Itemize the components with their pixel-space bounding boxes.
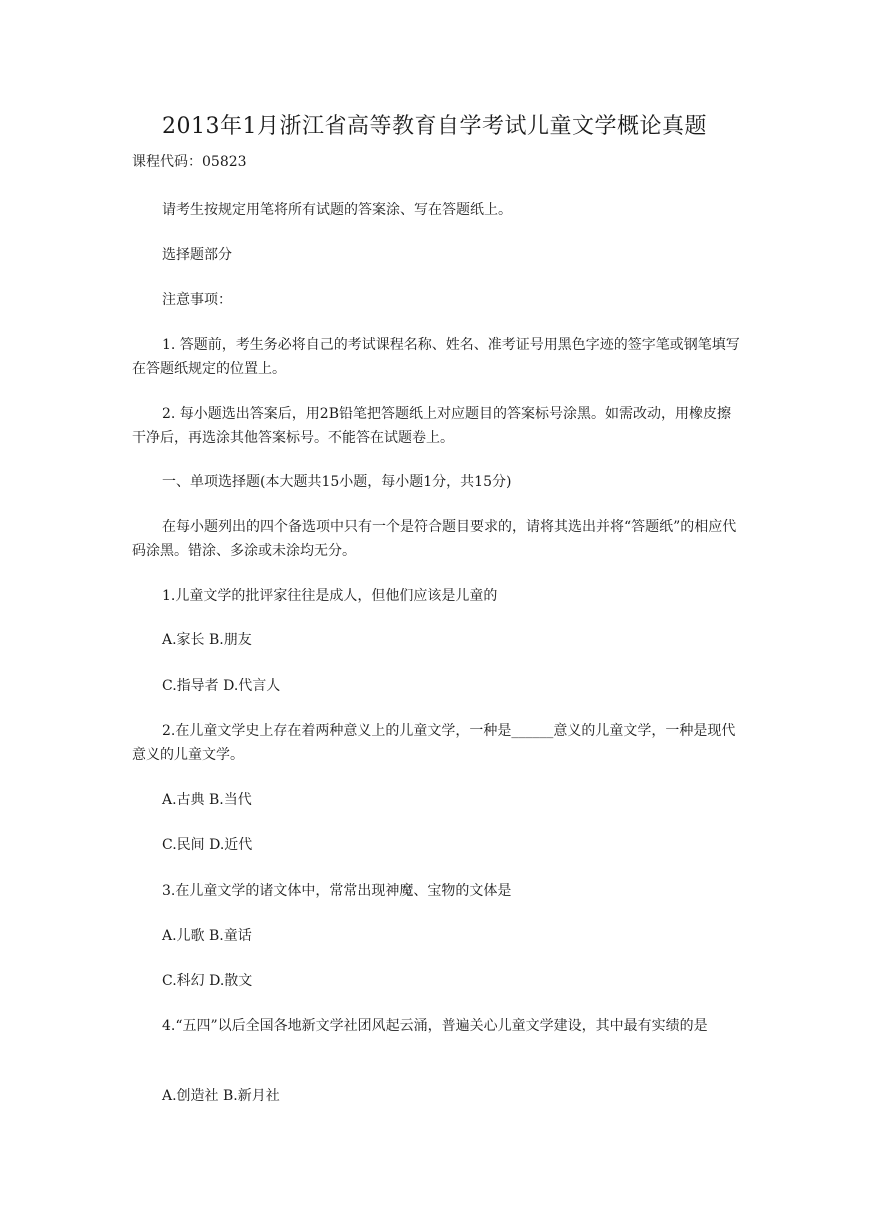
exam-instruction: 请考生按规定用笔将所有试题的答案涂、写在答题纸上。: [162, 202, 512, 218]
question-options: C.科幻 D.散文: [162, 973, 253, 989]
question-options: A.家长 B.朋友: [162, 632, 252, 648]
question-stem: 3.在儿童文学的诸文体中，常常出现神魔、宝物的文体是: [162, 883, 512, 899]
document-title: 2013年1月浙江省高等教育自学考试儿童文学概论真题: [162, 114, 707, 139]
question-options: C.民间 D.近代: [162, 837, 253, 853]
question-options: A.古典 B.当代: [162, 792, 252, 808]
question-stem: 4.“五四”以后全国各地新文学社团风起云涌，普遍关心儿童文学建设，其中最有实绩的是: [162, 1018, 708, 1034]
question-options: A.儿歌 B.童话: [162, 928, 252, 944]
notice-item-1: 1. 答题前，考生务必将自己的考试课程名称、姓名、准考证号用黑色字迹的签字笔或钢笔填写在答题纸规定的位置上。: [132, 337, 740, 377]
question-stem: 1.儿童文学的批评家往往是成人，但他们应该是儿童的: [162, 588, 498, 604]
question-options: A.创造社 B.新月社: [162, 1088, 280, 1104]
course-code: 课程代码：05823: [132, 154, 247, 170]
question-options: C.指导者 D.代言人: [162, 678, 281, 694]
notice-label: 注意事项：: [162, 292, 232, 308]
notice-item-2: 2. 每小题选出答案后，用2B铅笔把答题纸上对应题目的答案标号涂黑。如需改动，用橡皮擦干净后，再选涂其他答案标号。不能答在试题卷上。: [132, 406, 732, 446]
section-label: 选择题部分: [162, 247, 232, 263]
question-stem: 2.在儿童文学史上存在着两种意义上的儿童文学，一种是______意义的儿童文学，一种是现代意义的儿童文学。: [132, 723, 736, 763]
part-instruction: 在每小题列出的四个备选项中只有一个是符合题目要求的，请将其选出并将“答题纸”的相应代码涂黑。错涂、多涂或未涂均无分。: [132, 519, 737, 559]
part-heading: 一、单项选择题(本大题共15小题，每小题1分，共15分): [162, 474, 512, 490]
